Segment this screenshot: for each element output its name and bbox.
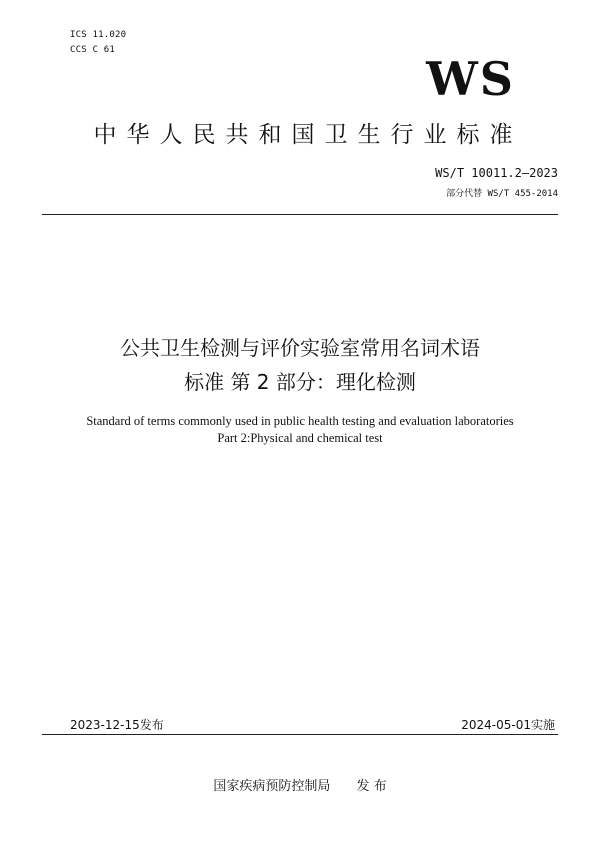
title-cn-line1: 公共卫生检测与评价实验室常用名词术语 [120, 336, 480, 360]
title-cn-line2: 标准 第 2 部分：理化检测 [184, 370, 416, 394]
issue-label: 发 布 [356, 779, 387, 794]
ics-code: ICS 11.020 [70, 30, 127, 40]
ws-logo: WS [426, 52, 515, 106]
title-en-line1: Standard of terms commonly used in public health testing and evaluation laboratories [86, 414, 514, 428]
title-en-line2: Part 2:Physical and chemical test [217, 431, 383, 445]
publish-date: 2023-12-15发布 [70, 718, 164, 732]
ccs-code: CCS C 61 [70, 45, 115, 55]
standard-number: WS/T 10011.2—2023 [435, 166, 558, 180]
issuer-name: 国家疾病预防控制局 [213, 779, 331, 794]
replaces-note: 部分代替 WS/T 455-2014 [446, 189, 558, 199]
implement-date: 2024-05-01实施 [461, 718, 555, 732]
bottom-divider [42, 734, 558, 735]
top-divider [42, 214, 558, 215]
standard-category-title: 中华人民共和国卫生行业标准 [93, 122, 523, 148]
issuer-line [0, 775, 600, 794]
